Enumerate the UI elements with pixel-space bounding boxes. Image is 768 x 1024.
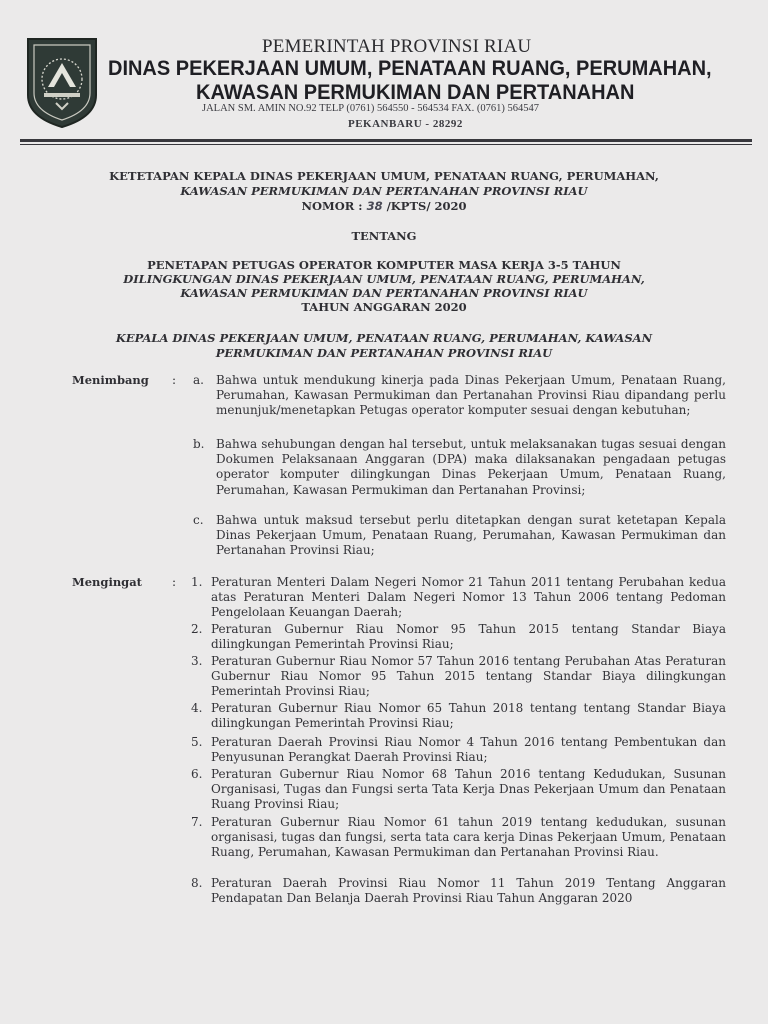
agency-city: PEKANBARU - 28292 [348, 118, 463, 130]
mengingat-item: Peraturan Daerah Provinsi Riau Nomor 4 Tahun 2016 tentang Pembentukan dan Penyusunan Perangkat Daerah Provinsi Riau; [211, 735, 726, 765]
mengingat-item: Peraturan Gubernur Riau Nomor 65 Tahun 2018 tentang tentang Standar Biaya dilingkungan Pemerintah Provinsi Riau; [211, 701, 726, 731]
agency-name-line2: KAWASAN PERMUKIMAN DAN PERTANAHAN [196, 80, 635, 104]
mengingat-mark: 5. [191, 735, 203, 749]
mengingat-mark: 1. [191, 575, 203, 589]
menimbang-label: Menimbang [72, 373, 149, 387]
mengingat-item: Peraturan Gubernur Riau Nomor 57 Tahun 2016 tentang Perubahan Atas Peraturan Gubernur Riau Nomor 95 Tahun 2015 tentang Standar Biaya dilingkungan Pemerintah Provinsi Riau; [211, 654, 726, 699]
authority-line2: PERMUKIMAN DAN PERTANAHAN PROVINSI RIAU [215, 346, 553, 360]
decree-about: TENTANG [351, 229, 417, 243]
decree-title-line2: KAWASAN PERMUKIMAN DAN PERTANAHAN PROVINSI RIAU [180, 184, 588, 198]
menimbang-item: Bahwa sehubungan dengan hal tersebut, untuk melaksanakan tugas sesuai dengan Dokumen Pelaksanaan Anggaran (DPA) maka dilaksanakan pengadaan petugas operator komputer dilingkungan Dinas Pekerjaan Umum, Penataan Ruang, Perumahan, Kawasan Permukiman dan Pertanahan Provinsi; [216, 437, 726, 497]
subject-line4: TAHUN ANGGARAN 2020 [301, 300, 467, 314]
mengingat-item: Peraturan Gubernur Riau Nomor 68 Tahun 2016 tentang Kedudukan, Susunan Organisasi, Tugas dan Fungsi serta Tata Kerja Dnas Pekerjaan Umum dan Penataan Ruang Provinsi Riau; [211, 767, 726, 812]
mengingat-mark: 4. [191, 701, 203, 715]
decree-number-suffix: /KPTS/ 2020 [386, 199, 467, 213]
decree-number-handwritten: 38 [366, 199, 383, 213]
mengingat-mark: 2. [191, 622, 203, 636]
subject-line3: KAWASAN PERMUKIMAN DAN PERTANAHAN PROVINSI RIAU [180, 286, 588, 300]
government-name: PEMERINTAH PROVINSI RIAU [262, 36, 532, 57]
mengingat-item: Peraturan Menteri Dalam Negeri Nomor 21 Tahun 2011 tentang Perubahan kedua atas Peraturan Menteri Dalam Negeri Nomor 13 Tahun 2006 tentang Pedoman Pengelolaan Keuangan Daerah; [211, 575, 726, 620]
mengingat-mark: 6. [191, 767, 203, 781]
letterhead-rule-thick [20, 139, 752, 142]
menimbang-mark: c. [193, 513, 204, 527]
mengingat-label: Mengingat [72, 575, 142, 589]
letterhead-rule-thin [20, 144, 752, 145]
mengingat-item: Peraturan Daerah Provinsi Riau Nomor 11 Tahun 2019 Tentang Anggaran Pendapatan Dan Belanja Daerah Provinsi Riau Tahun Anggaran 2020 [211, 876, 726, 906]
mengingat-colon: : [172, 575, 177, 589]
authority-line1: KEPALA DINAS PEKERJAAN UMUM, PENATAAN RUANG, PERUMAHAN, KAWASAN [115, 331, 653, 345]
menimbang-mark: a. [193, 373, 204, 387]
menimbang-colon: : [172, 373, 177, 387]
mengingat-item: Peraturan Gubernur Riau Nomor 95 Tahun 2015 tentang Standar Biaya dilingkungan Pemerintah Provinsi Riau; [211, 622, 726, 652]
decree-number [0, 199, 768, 213]
agency-name-line1: DINAS PEKERJAAN UMUM, PENATAAN RUANG, PERUMAHAN, [108, 56, 712, 80]
menimbang-item: Bahwa untuk maksud tersebut perlu ditetapkan dengan surat ketetapan Kepala Dinas Pekerjaan Umum, Penataan Ruang, Perumahan, Kawasan Permukiman dan Pertanahan Provinsi Riau; [216, 513, 726, 558]
mengingat-mark: 3. [191, 654, 203, 668]
mengingat-item: Peraturan Gubernur Riau Nomor 61 tahun 2019 tentang kedudukan, susunan organisasi, tugas dan fungsi, serta tata cara kerja Dinas Pekerjaan Umum, Penataan Ruang, Perumahan, Kawasan Permukiman dan Pertanahan Provinsi Riau. [211, 815, 726, 860]
decree-title-line1: KETETAPAN KEPALA DINAS PEKERJAAN UMUM, PENATAAN RUANG, PERUMAHAN, [109, 169, 659, 183]
menimbang-item: Bahwa untuk mendukung kinerja pada Dinas Pekerjaan Umum, Penataan Ruang, Perumahan, Kawasan Permukiman dan Pertanahan Provinsi Riau dipandang perlu menunjuk/menetapkan Petugas operator komputer sesuai dengan kebutuhan; [216, 373, 726, 418]
menimbang-mark: b. [193, 437, 205, 451]
subject-line1: PENETAPAN PETUGAS OPERATOR KOMPUTER MASA KERJA 3-5 TAHUN [147, 258, 621, 272]
riau-province-emblem-icon [24, 33, 100, 129]
mengingat-mark: 7. [191, 815, 203, 829]
decree-number-prefix: NOMOR : [301, 199, 363, 213]
mengingat-mark: 8. [191, 876, 203, 890]
subject-line2: DILINGKUNGAN DINAS PEKERJAAN UMUM, PENATAAN RUANG, PERUMAHAN, [123, 272, 645, 286]
agency-address: JALAN SM. AMIN NO.92 TELP (0761) 564550 - 564534 FAX. (0761) 564547 [202, 103, 539, 114]
